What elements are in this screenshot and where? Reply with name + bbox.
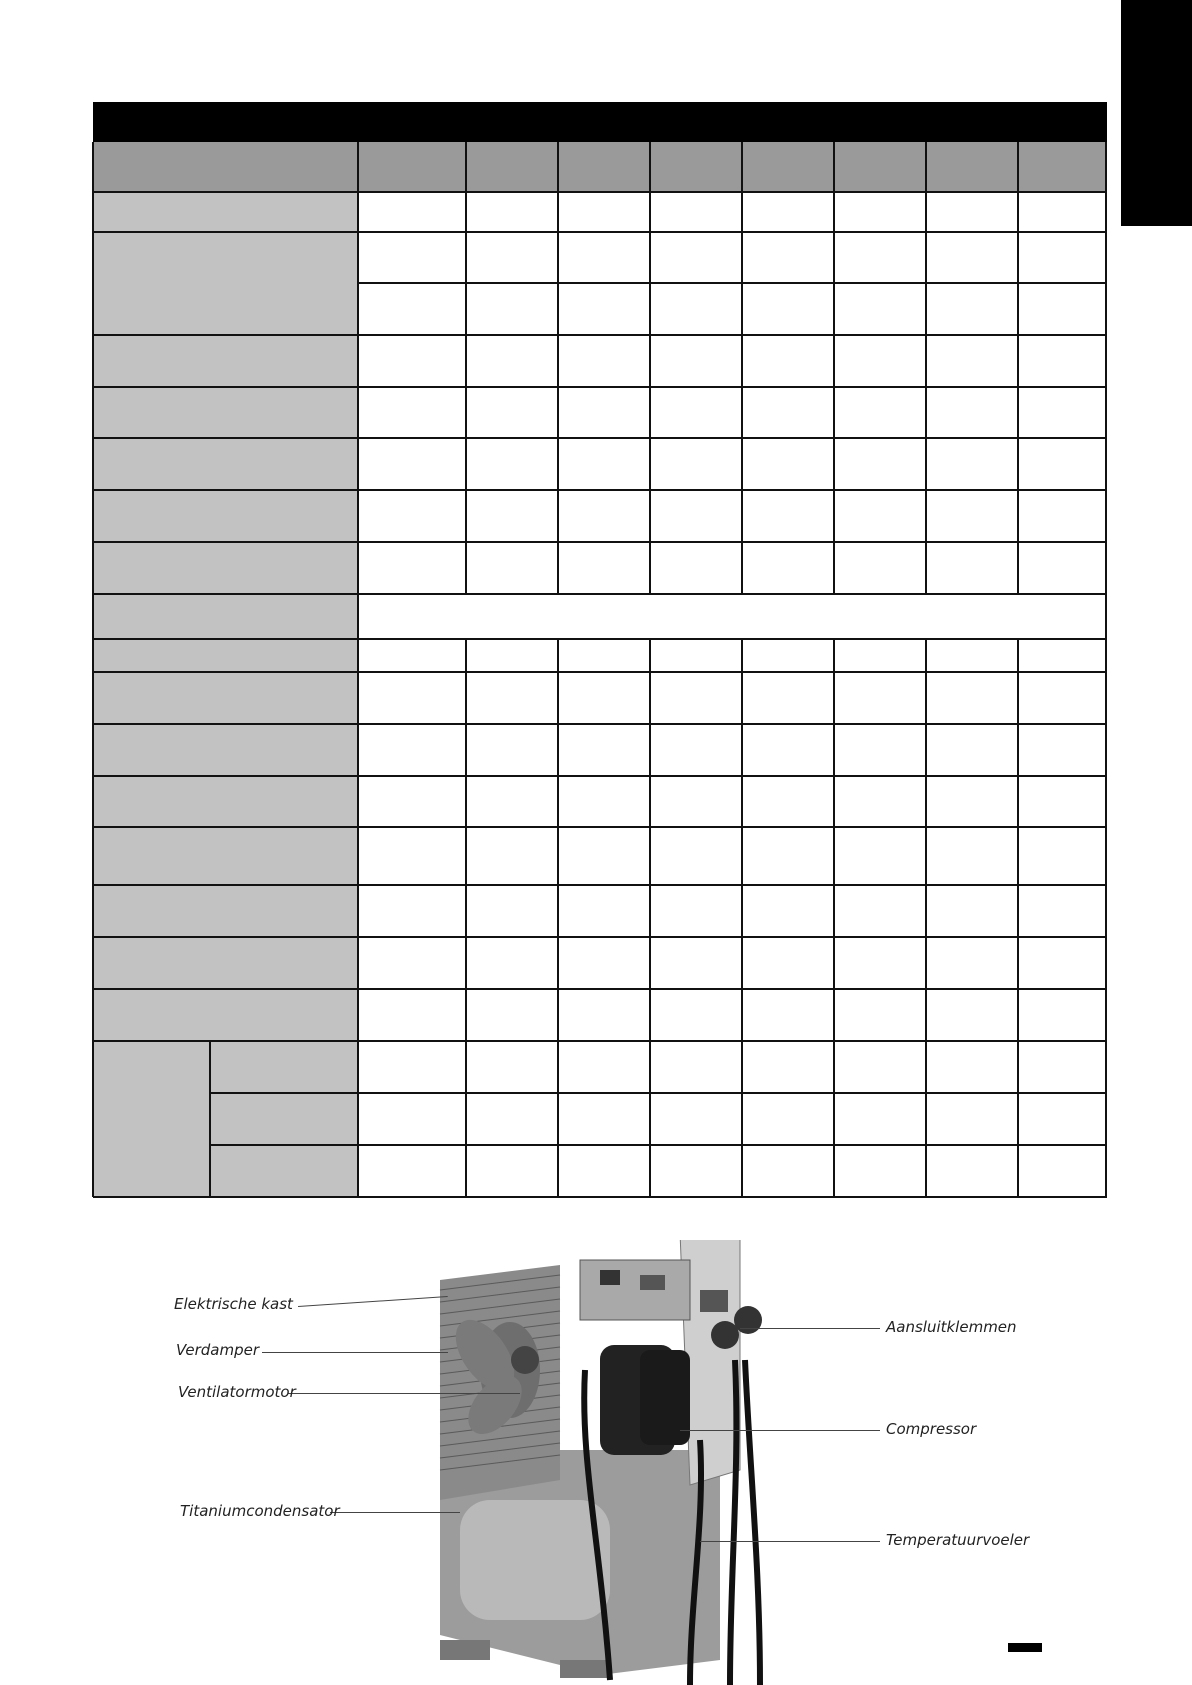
table-col-line [833, 142, 835, 594]
table-subcol-line [209, 1041, 211, 1197]
table-row-line [93, 723, 1107, 725]
table-row-line [93, 671, 1107, 673]
table-col-line [357, 142, 359, 1197]
table-row-line [93, 231, 1107, 233]
table-row-line [93, 437, 1107, 439]
label-terminals: Aansluitklemmen [886, 1318, 1017, 1336]
table-col-line [741, 142, 743, 594]
table-row-line [93, 826, 1107, 828]
language-side-tab [1121, 0, 1192, 226]
table-row-line [210, 1144, 1107, 1146]
table-col-line [925, 639, 927, 1197]
specification-table [93, 102, 1107, 1197]
table-row-line [93, 775, 1107, 777]
label-compressor: Compressor [886, 1420, 977, 1438]
callout-line-evaporator [262, 1352, 448, 1353]
page-number-mark [1008, 1643, 1042, 1652]
callout-line-titanium-condenser [330, 1512, 460, 1513]
table-col-line [925, 142, 927, 594]
table-row-line [93, 191, 1107, 193]
table-row-line [93, 936, 1107, 938]
table-col-line [1017, 639, 1019, 1197]
table-row-line [93, 386, 1107, 388]
table-row-line [93, 884, 1107, 886]
table-col-line [741, 639, 743, 1197]
table-row-line [93, 638, 1107, 640]
table-col-line [465, 639, 467, 1197]
compressor-body [600, 1345, 690, 1455]
electric-box-board [580, 1260, 690, 1320]
table-col-line [557, 639, 559, 1197]
table-col-line [833, 639, 835, 1197]
table-col-line [1017, 142, 1019, 594]
label-titanium-condenser: Titaniumcondensator [180, 1502, 340, 1520]
callout-line-temperature-sensor [700, 1541, 880, 1542]
row-label-column [93, 192, 358, 1197]
table-row-line [210, 1092, 1107, 1094]
table-col-line [465, 142, 467, 594]
table-title-bar [93, 102, 1107, 142]
table-row-line [93, 334, 1107, 336]
table-row-line [93, 988, 1107, 990]
callout-line-fan-motor [288, 1393, 520, 1394]
table-row-line [93, 489, 1107, 491]
table-col-line [649, 142, 651, 594]
label-electric-box: Elektrische kast [174, 1295, 293, 1313]
table-row-line [93, 541, 1107, 543]
heat-pump-photo-area [0, 1240, 1192, 1685]
callout-line-compressor [680, 1430, 880, 1431]
table-col-line [557, 142, 559, 594]
table-row-line [93, 593, 1107, 595]
callout-line-terminals [740, 1328, 880, 1329]
table-row-line [93, 1196, 1107, 1198]
table-col-line [1105, 142, 1107, 1197]
label-fan-motor: Ventilatormotor [178, 1383, 296, 1401]
column-header-row [93, 142, 1107, 192]
label-temperature-sensor: Temperatuurvoeler [886, 1531, 1030, 1549]
table-col-line [649, 639, 651, 1197]
table-col-line [92, 142, 94, 1197]
table-row-line [93, 1040, 1107, 1042]
table-row-line [358, 282, 1107, 284]
label-evaporator: Verdamper [176, 1341, 260, 1359]
